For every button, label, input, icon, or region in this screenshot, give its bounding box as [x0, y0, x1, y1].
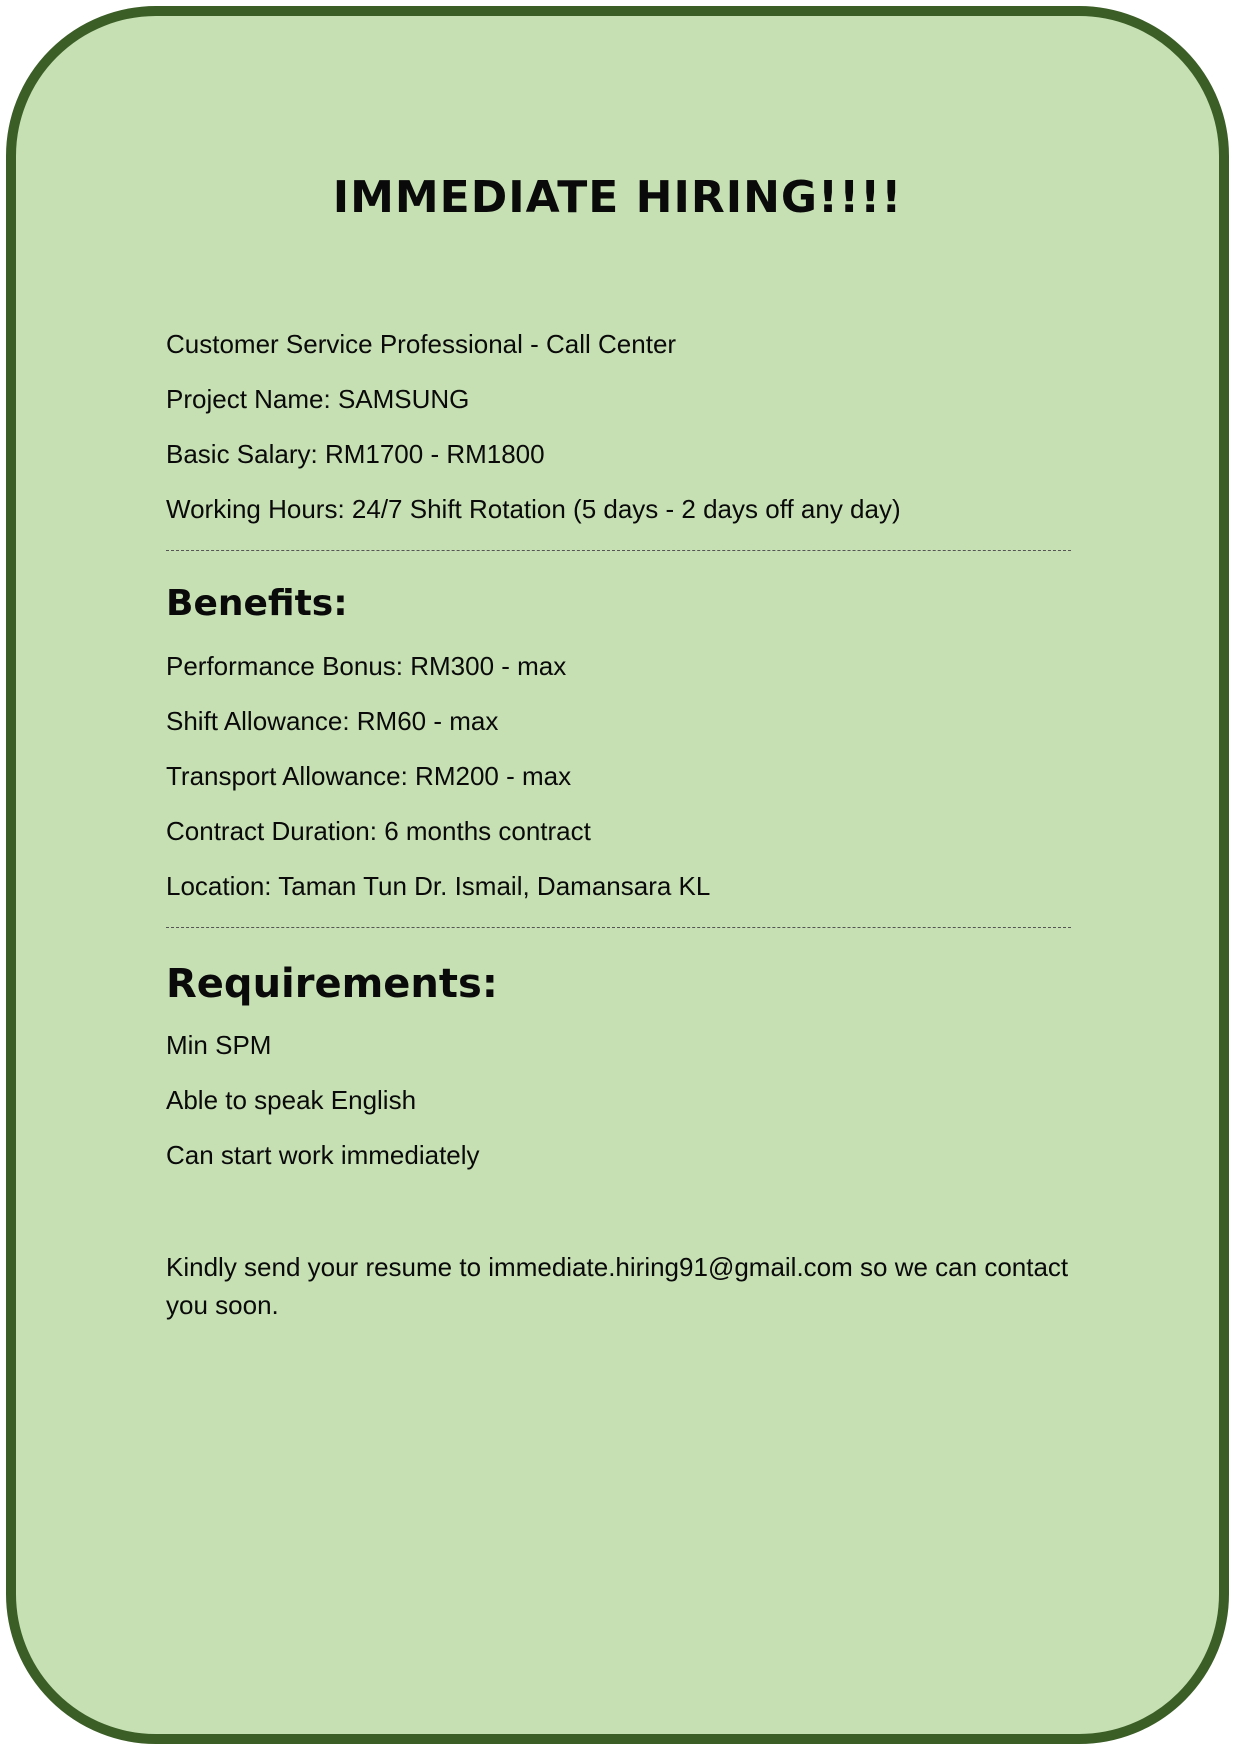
benefit-item: Transport Allowance: RM200 - max — [166, 761, 572, 791]
page-title: IMMEDIATE HIRING!!!! — [332, 172, 903, 223]
section-divider — [166, 550, 1071, 551]
project-name: Project Name: SAMSUNG — [166, 384, 470, 414]
job-details — [166, 326, 1116, 546]
poster-content — [166, 326, 1116, 1324]
requirement-item: Min SPM — [166, 1030, 272, 1060]
spacer — [166, 1192, 1116, 1248]
job-position: Customer Service Professional - Call Center — [166, 329, 677, 359]
benefit-item: Shift Allowance: RM60 - max — [166, 706, 499, 736]
benefit-item: Performance Bonus: RM300 - max — [166, 651, 567, 681]
benefit-item: Location: Taman Tun Dr. Ismail, Damansara KL — [166, 871, 711, 901]
contact-instructions: Kindly send your resume to immediate.hiring91@gmail.com so we can contact you soon. — [166, 1252, 1069, 1320]
benefit-item: Contract Duration: 6 months contract — [166, 816, 591, 846]
section-divider — [166, 927, 1071, 928]
job-poster-card — [6, 6, 1229, 1744]
requirement-item: Able to speak English — [166, 1085, 417, 1115]
requirements-section — [166, 958, 1116, 1192]
benefits-heading: Benefits: — [166, 583, 348, 624]
requirements-heading: Requirements: — [166, 961, 498, 1007]
basic-salary: Basic Salary: RM1700 - RM1800 — [166, 439, 545, 469]
requirement-item: Can start work immediately — [166, 1140, 480, 1170]
working-hours: Working Hours: 24/7 Shift Rotation (5 days - 2 days off any day) — [166, 494, 901, 524]
benefits-section — [166, 581, 1116, 923]
